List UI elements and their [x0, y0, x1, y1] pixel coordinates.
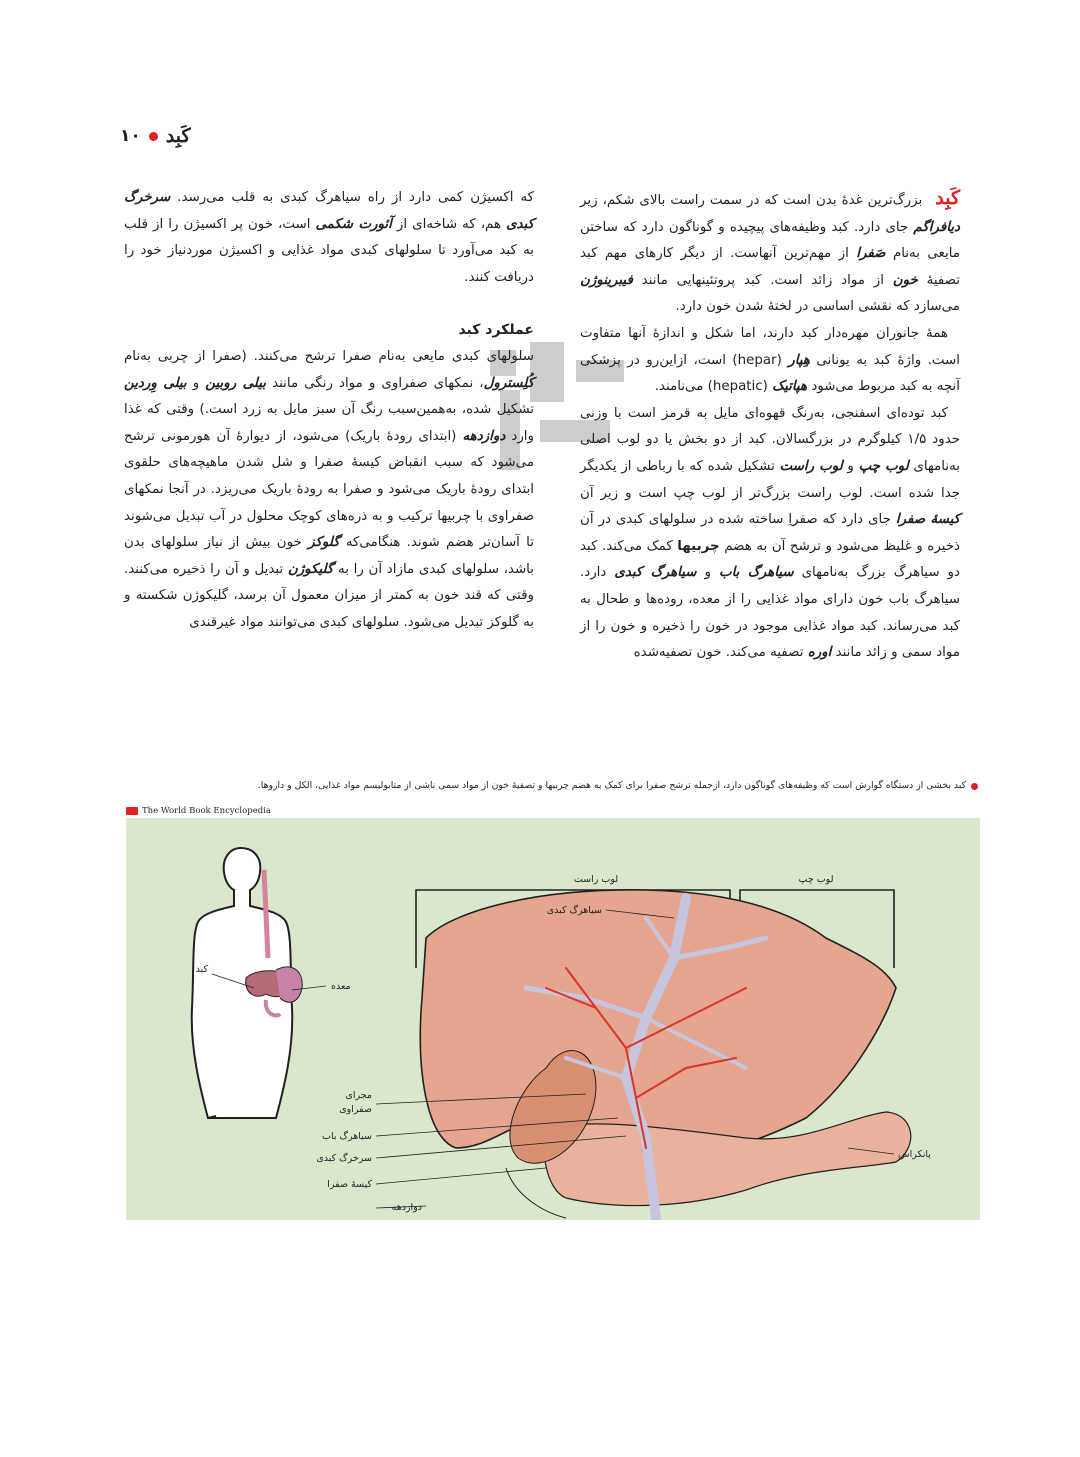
label-hepatic-vein: سیاهرگ کبدی — [546, 905, 602, 916]
intro-paragraph — [580, 185, 960, 321]
label-pancreas: پانکراس — [898, 1149, 931, 1160]
text-run: لوب چپ — [858, 458, 909, 474]
paragraph-vertebrates — [580, 321, 960, 401]
paragraph-function — [124, 344, 534, 637]
text-run: و — [842, 458, 859, 474]
text-run: هپاتیک — [772, 379, 808, 395]
text-run: و — [696, 565, 719, 581]
right-column — [580, 185, 960, 667]
text-run: کمک می‌کند. کبد دو سیاهرگ بزرگ به‌نامهای — [580, 538, 960, 581]
text-run: سرخرگ کبدی — [124, 190, 535, 232]
text-run: از مواد زائد است. کبد پروتئینهایی مانند — [632, 272, 893, 288]
label-hepatic-artery: سرخرگ کبدی — [316, 1153, 372, 1164]
label-duodenum: دوازدهه — [391, 1202, 422, 1213]
label-bile-duct-line2: صفراوی — [339, 1104, 372, 1115]
text-run: از مهم‌ترین آنهاست. از دیگر کارهای مهم کبد تصفیهٔ — [580, 246, 960, 288]
figure-caption — [126, 779, 978, 793]
text-run: آئورت شکمی — [315, 216, 392, 232]
running-title: کَبِد — [165, 125, 191, 147]
caption-text: کبد بخشی از دستگاه گوارش است که وظیفه‌های گوناگون دارد، از‌جمله ترشح صفرا برای کمک به هضم چربیها و تصفیهٔ خون از مواد سمی ناشی از متابولیسم مواد غذایی، الکل و داروها. — [257, 780, 966, 791]
text-run: و — [186, 375, 206, 391]
label-liver-small: کبد — [195, 964, 208, 975]
text-run: (hepar) است، ازاین‌رو در پزشکی آنچه به کبد مربوط می‌شود — [580, 352, 960, 395]
caption-bullet — [971, 783, 978, 790]
left-column — [124, 185, 534, 637]
world-book-logo-icon — [126, 807, 138, 815]
text-run: کُلِسترول — [483, 375, 535, 391]
text-run: ، نمکهای صفراوی و مواد رنگی مانند — [266, 375, 484, 391]
text-run: بزرگ‌ترین غدهٔ بدن است که در سمت راست بالای شکم، زیر — [580, 193, 928, 208]
text-run: گلوکز — [308, 535, 340, 551]
headword: کَبِد — [935, 187, 960, 209]
text-run: خون بیش از نیاز سلولهای بدن باشد، سلولهای کبدی مازاد آن را به — [124, 535, 534, 577]
label-right-lobe: لوب راست — [573, 874, 619, 885]
text-run: دوازدهه — [462, 428, 506, 444]
text-run: کیسهٔ صفرا — [895, 512, 960, 528]
text-run: هِپار — [788, 352, 810, 368]
text-run: صَفرا — [856, 246, 886, 262]
text-run: خون — [892, 272, 918, 288]
text-run: گلیکوژن — [287, 561, 334, 577]
text-run: سیاهرگ باب — [718, 565, 794, 581]
liver-diagram — [126, 818, 980, 1220]
text-run: تصفیه می‌کند. خون تصفیه‌شده — [633, 645, 808, 661]
page-number: ۱۰ — [120, 126, 141, 146]
label-gallbladder: کیسهٔ صفرا — [327, 1179, 372, 1190]
text-run: اوره — [807, 645, 832, 661]
credit-text: The World Book Encyclopedia — [142, 806, 271, 816]
image-credit — [126, 806, 271, 816]
paragraph-structure — [580, 401, 960, 667]
text-run: دیافراگم — [913, 219, 960, 235]
text-run: بیلی روبین — [205, 375, 266, 391]
page-header — [120, 121, 191, 151]
text-run: چربیها — [677, 538, 720, 554]
paragraph-arteries — [124, 185, 534, 291]
text-run: سیاهرگ کبدی — [614, 565, 697, 581]
label-left-lobe: لوب چپ — [798, 874, 834, 885]
text-run: است، خون پر اکسیژن را از قلب به کبد می‌آورد تا سلولهای کبدی مواد غذایی و اکسیژن موردنیاز خود را دریافت کنند. — [124, 216, 534, 285]
text-run: لوب راست — [779, 458, 843, 474]
label-portal-vein: سیاهرگ باب — [322, 1131, 372, 1142]
text-run: (hepatic) می‌نامند. — [654, 379, 773, 395]
text-run: همهٔ جانوران مهره‌دار کبد دارند، اما شکل و اندازهٔ آنها متفاوت است. واژهٔ کبد به یونانی — [580, 325, 960, 368]
text-run: جای دارد که صفراِ ساخته شده در سلولهای کبدی در آن ذخیره و غلیظ می‌شود و ترشح آن به هضم — [580, 512, 960, 554]
text-run: هم، که شاخه‌ای از — [391, 216, 507, 232]
text-run: می‌سازد که نقشی اساسی در لختهٔ شدن خون دارد. — [675, 299, 960, 315]
text-run: دارد. سیاهرگ باب خون دارای مواد غذایی را از معده، روده‌ها و طحال به کبد می‌رساند. کبد مواد غذایی موجود در خون را ذخیره و خون را از مواد سمی و زائد مانند — [580, 565, 960, 661]
text-run: بیلی وِردین — [124, 375, 187, 391]
text-run: تشکیل شده که با رباطی از یکدیگر جدا شده است. لوب راست بزرگ‌تر از لوب چپ است و زیر آن — [580, 458, 960, 501]
text-run: جای دارد. کبد وظیفه‌های پیچیده و گوناگون دارد که ساختن مایعی به‌نام — [580, 219, 961, 262]
liver-anatomy-figure — [126, 818, 980, 1220]
text-run: که اکسیژن کمی دارد از راه سیاهرگ کبدی به قلب می‌رسد. — [170, 190, 534, 205]
header-dot — [149, 132, 158, 141]
text-run: سلولهای کبدی مایعی به‌نام صفرا ترشح می‌کنند. (صفرا از چربی به‌نام — [124, 348, 534, 364]
text-run: کبد توده‌ای اسفنجی، به‌رنگ قهوه‌ای مایل به قرمز است با وزنی حدود ۱/۵ کیلوگرم در بزرگسالان. کبد از دو بخش یا دو لوب اصلی به‌نامهای — [580, 405, 960, 474]
label-bile-duct-line1: مجرای — [345, 1090, 372, 1101]
text-run: فیبرینوژن — [580, 272, 633, 288]
text-run: تبدیل و آن را ذخیره می‌کنند. وقتی که قند خون به کمتر از میزان معمول آن برسد، گلیکوژن شکسته و به گلوکز تبدیل می‌شود. سلولهای کبدی می‌توانند مواد غیرقندی — [124, 561, 534, 630]
section-heading: عملکرد کبد — [458, 322, 534, 339]
text-run: تشکیل شده، به‌همین‌سبب رنگ آن سبز مایل به زرد است.) وقتی که غذا وارد — [124, 402, 534, 444]
text-run: (ابتدای رودهٔ باریک) می‌شود، از دیوارهٔ آن هورمونی ترشح می‌شود که سبب انقباض کیسهٔ صفرا و شل شدن ماهیچه‌های حلقوی ابتدای رودهٔ باریک می‌شود و صفرا به رودهٔ باریک می‌ریزد. در آنجا نمکهای صفراوی با چربیها ترکیب و به ذره‌های کوچک محلول در آب تبدیل می‌شوند تا آسان‌تر هضم شوند. هنگامی‌که — [124, 428, 534, 551]
label-stomach: معده — [331, 981, 351, 992]
